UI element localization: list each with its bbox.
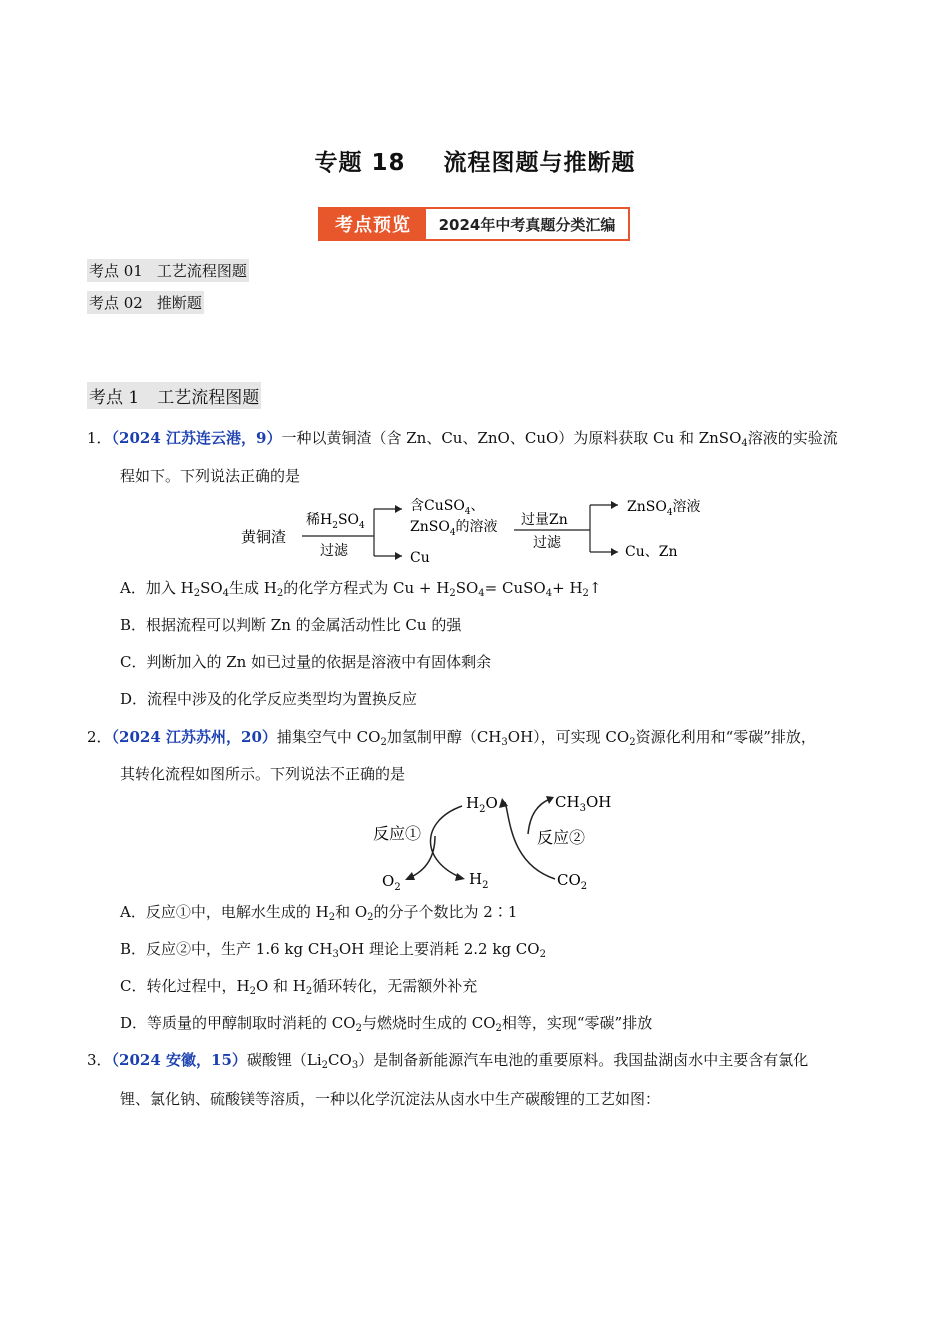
arrow-head: [611, 548, 618, 556]
q2-option-a[interactable]: A．反应①中，电解水生成的 $H_2$和 $O_2$的分子个数比为 2∶1: [120, 903, 518, 923]
stem-text: 一种以黄铜渣（含 Zn、Cu、ZnO、CuO）为原料获取 Cu 和 ZnSO: [281, 429, 742, 447]
q1-flow-diagram: [238, 495, 718, 567]
label-start: 黄铜渣: [241, 528, 287, 546]
q2-option-b[interactable]: B．反应②中，生产 1.6 kg $CH_3OH$ 理论上要消耗 2.2 kg $CO_2$: [120, 940, 546, 960]
out-1: Cu: [410, 550, 430, 566]
reagent-1: 稀$H_2SO_4$: [306, 512, 365, 531]
banner-subtitle: 2024年中考真题分类汇编: [438, 215, 616, 234]
reagent-2: 过量Zn: [521, 512, 568, 528]
page-title: [0, 144, 950, 177]
section-heading: [87, 382, 261, 409]
toc-item-01[interactable]: [87, 259, 249, 282]
question-2: 2．（2024 江苏苏州，20）捕集空气中 $CO_2$加氢制甲醇$(CH_3OH)$，可实现 $CO_2$资源化利用和“零碳”排放，: [87, 728, 816, 748]
topic-name: 流程图题与推断题: [443, 150, 636, 176]
final-2: Cu、Zn: [625, 544, 678, 560]
final-1: ZnSO$_4$溶液: [627, 499, 701, 518]
arrow-head: [395, 505, 402, 513]
mid-2: ZnSO$_4$的溶液: [410, 519, 498, 538]
arrow-head: [395, 552, 402, 560]
arrow-head: [611, 501, 618, 509]
question-number: 2．: [87, 728, 112, 746]
reaction-1-label: 反应①: [373, 824, 422, 843]
q1-option-c[interactable]: C．判断加入的 Zn 如已过量的依据是溶液中有固体剩余: [120, 653, 492, 671]
question-2-cont: 其转化流程如图所示。下列说法不正确的是: [120, 765, 406, 783]
arrow-head: [455, 873, 465, 881]
q2-cycle-diagram: [365, 786, 630, 896]
section-num: 考点 1: [89, 388, 140, 408]
arrow-head: [405, 872, 415, 880]
preview-banner: [318, 207, 630, 241]
q2-option-d[interactable]: D．等质量的甲醇制取时消耗的 $CO_2$与燃烧时生成的 $CO_2$相等，实现“零碳”排放: [120, 1014, 653, 1034]
q1-option-d[interactable]: D．流程中涉及的化学反应类型均为置换反应: [120, 690, 418, 708]
subscript: 4: [741, 438, 748, 449]
question-3-cont: 锂、氯化钠、硫酸镁等溶质，一种以化学沉淀法从卤水中生产碳酸锂的工艺如图：: [120, 1090, 661, 1108]
filter-2: 过滤: [533, 535, 561, 551]
toc-item-02[interactable]: [87, 291, 204, 314]
question-number: 3．: [87, 1051, 112, 1069]
q1-option-a[interactable]: A．加入 $H_2SO_4$生成 $H_2$的化学方程式为 $Cu + H_2SO_4=$ CuSO$_4$+ $H_2↑$: [120, 579, 602, 599]
ch3oh-label: $CH_3OH$: [555, 793, 612, 814]
question-1: [87, 428, 867, 448]
o2-label: $O_2$: [382, 872, 401, 893]
question-source: （2024 安徽，15）: [111, 1051, 247, 1069]
question-source: （2024 江苏苏州，20）: [111, 728, 277, 746]
toc-num: 考点 02: [89, 294, 143, 312]
q2-option-c[interactable]: C．转化过程中，$H_2O$ 和 $H_2$循环转化，无需额外补充: [120, 977, 478, 997]
question-3: 3．（2024 安徽，15）碳酸锂$(Li_2CO_3)$是制备新能源汽车电池的重要原料。我国盐湖卤水中主要含有氯化: [87, 1051, 809, 1071]
question-source: （2024 江苏连云港，9）: [111, 429, 282, 447]
question-1-cont: 程如下。下列说法正确的是: [120, 467, 301, 485]
topic-number: 专题 18: [314, 150, 406, 176]
question-number: 1．: [87, 429, 112, 447]
reaction-2-label: 反应②: [537, 828, 586, 847]
filter-1: 过滤: [320, 543, 348, 559]
section-label: 工艺流程图题: [157, 388, 260, 408]
toc-label: 工艺流程图题: [156, 262, 247, 280]
banner-tag: 考点预览: [320, 209, 426, 239]
q1-option-b[interactable]: B．根据流程可以判断 Zn 的金属活动性比 Cu 的强: [120, 616, 462, 634]
mid-1: 含CuSO$_4$、: [410, 498, 485, 517]
stem-text: 溶液的实验流: [747, 429, 838, 447]
co2-label: $CO_2$: [557, 871, 588, 892]
h2o-label: $H_2O$: [466, 794, 498, 815]
toc-num: 考点 01: [89, 262, 143, 280]
toc-label: 推断题: [156, 294, 202, 312]
h2-label: $H_2$: [469, 870, 489, 891]
